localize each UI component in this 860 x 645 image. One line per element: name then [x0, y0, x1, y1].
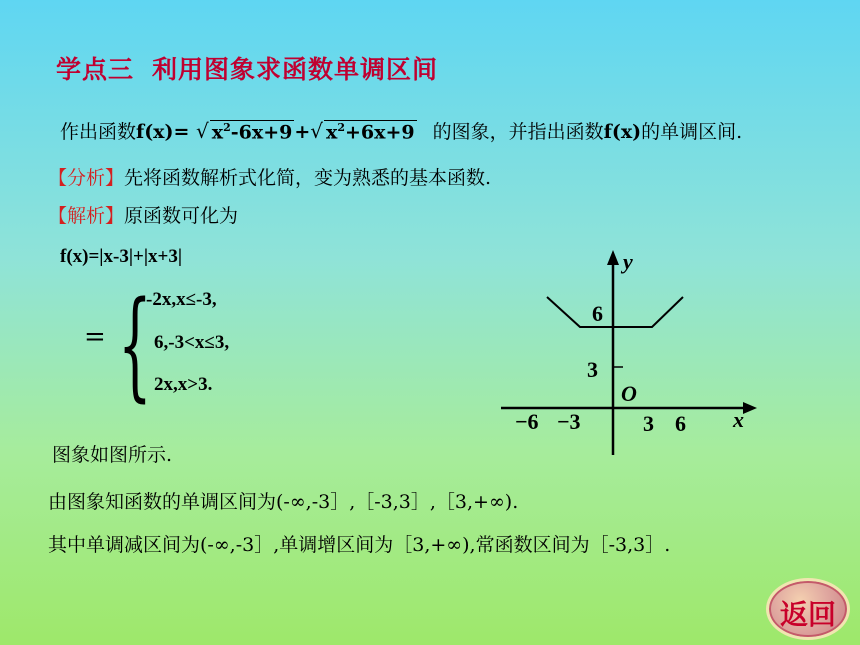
- page-title: [56, 50, 438, 86]
- solution-line: [48, 201, 238, 228]
- problem-fx: f(x)=: [136, 121, 197, 143]
- conclusion-intervals: 由图象知函数的单调区间为(-∞,-3］,［-3,3］,［3,+∞).: [48, 491, 519, 513]
- x-tick-label-3: 3: [643, 411, 654, 436]
- return-button-label: 返回: [779, 598, 836, 631]
- piece-3: 2x,x>3.: [154, 374, 213, 395]
- function-graph: [495, 245, 765, 460]
- analysis-line: [48, 163, 491, 190]
- x-tick-label-6: 6: [675, 411, 686, 436]
- problem-suffix-a: 的图象，并指出函数: [432, 121, 604, 143]
- conclusion-monotonic: 其中单调减区间为(-∞,-3］,单调增区间为［3,+∞),常函数区间为［-3,3］.: [48, 534, 671, 556]
- solution-text: 原函数可化为: [124, 205, 239, 227]
- solution-tag: 【解析】: [48, 205, 125, 227]
- radicand-2: $x^2+6x+9$: [326, 120, 415, 143]
- x-tick-label-neg6: −6: [515, 409, 539, 434]
- y-axis-label: y: [623, 249, 633, 274]
- left-brace: {: [118, 275, 152, 413]
- problem-suffix-b: 的单调区间.: [641, 121, 743, 143]
- piece-2: 6,-3<x≤3,: [154, 332, 230, 353]
- title-part1: 学点三: [56, 55, 135, 84]
- analysis-text: 先将函数解析式化简，变为熟悉的基本函数.: [124, 167, 492, 189]
- radicand-1: $x^2-6x+9$: [211, 120, 293, 143]
- y-tick-label-3: 3: [587, 357, 598, 382]
- radical-sign-1: √: [196, 119, 209, 143]
- return-button[interactable]: [766, 578, 850, 640]
- title-part2: 利用图象求函数单调区间: [152, 55, 439, 84]
- plus-sign: +: [294, 121, 311, 143]
- x-axis-label: x: [733, 407, 744, 432]
- piece-1: -2x,x≤-3,: [146, 289, 217, 310]
- x-axis-arrow-icon: [743, 402, 757, 414]
- y-axis-arrow-icon: [607, 250, 619, 265]
- radical-sign-2: √: [310, 119, 324, 143]
- x-tick-label-neg3: −3: [557, 409, 581, 434]
- problem-prefix: 作出函数: [60, 121, 137, 143]
- origin-label: O: [621, 381, 637, 406]
- y-tick-label-6: 6: [592, 301, 603, 326]
- function-curve: [547, 297, 683, 327]
- analysis-tag: 【分析】: [48, 167, 125, 189]
- problem-statement: [60, 117, 742, 144]
- simplified-expression: f(x)=|x-3|+|x+3|: [60, 246, 183, 267]
- equals-sign: =: [84, 322, 106, 352]
- problem-suffix-fx: f(x): [603, 121, 642, 143]
- figure-note: 图象如图所示.: [52, 444, 173, 466]
